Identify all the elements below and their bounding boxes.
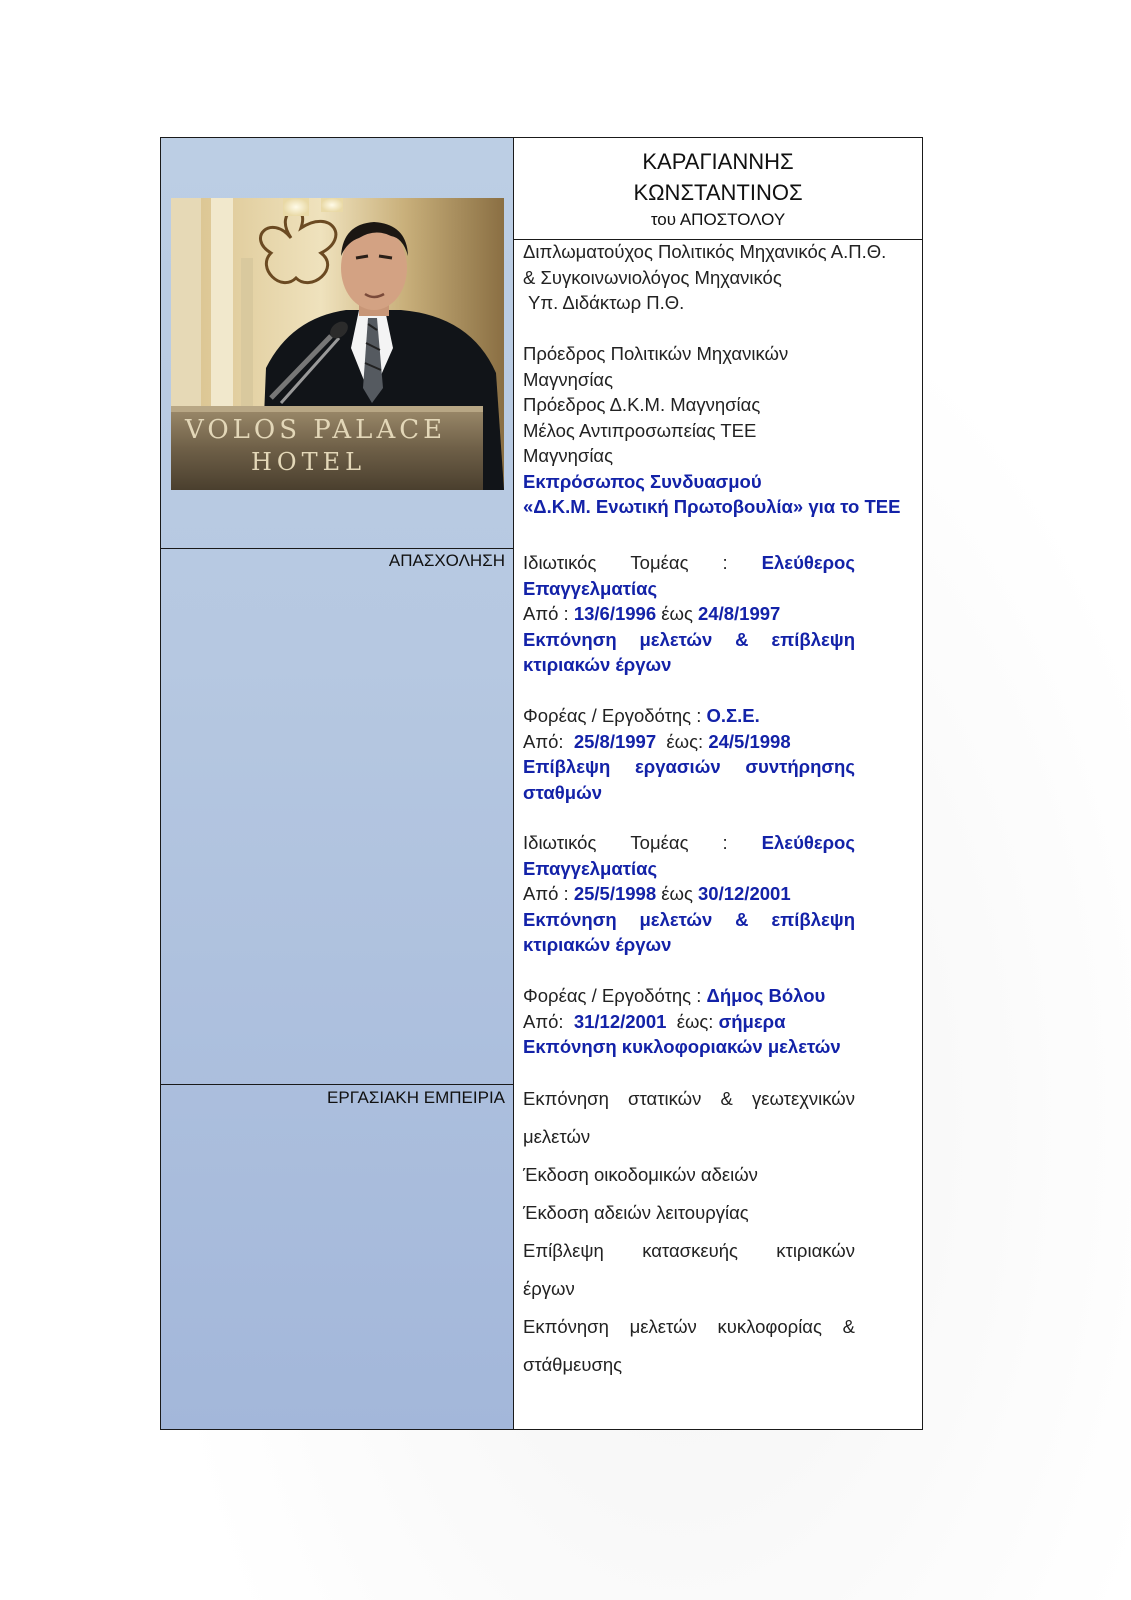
sector-colon: : [722, 552, 728, 573]
experience-label: ΕΡΓΑΣΙΑΚΗ ΕΜΠΕΙΡΙΑ [327, 1088, 505, 1107]
experience-item-cont: στάθμευσης [523, 1354, 623, 1375]
desc-word: Εκπόνηση [523, 908, 617, 930]
cv-table [160, 137, 923, 1430]
to-label: έως: [666, 730, 704, 752]
job3-period [523, 881, 791, 907]
job4-description: Εκπόνηση κυκλοφοριακών μελετών [523, 1036, 841, 1057]
job1-sector-value-cont: Επαγγελματίας [523, 577, 658, 599]
qualification-line-highlight: Εκπρόσωπος Συνδυασμού [523, 470, 762, 492]
item-word: Επίβλεψη [523, 1240, 604, 1261]
desc-word: Επίβλεψη [523, 756, 611, 777]
item-word: στατικών [628, 1088, 702, 1109]
sector-colon: : [722, 832, 728, 853]
job4-period [523, 1009, 785, 1035]
desc-word: εργασιών [635, 756, 721, 777]
from-label: Από : [523, 883, 569, 904]
item-word: & [842, 1316, 855, 1337]
portrait-image [171, 198, 504, 490]
sector-value: Ελεύθερος [761, 832, 855, 853]
experience-item: Έκδοση οικοδομικών αδειών [523, 1164, 758, 1185]
sector-word: Ιδιωτικός [523, 552, 597, 573]
job1-description [523, 627, 855, 653]
job2-employer [523, 703, 760, 729]
from-label: Από : [523, 603, 569, 624]
experience-item-cont: μελετών [523, 1126, 591, 1147]
qualification-line: & Συγκοινωνιολόγος Μηχανικός [523, 266, 782, 288]
desc-word: & [735, 908, 749, 930]
firstname: ΚΩΝΣΤΑΝΤΙΝΟΣ [633, 180, 803, 205]
cv-right-column [514, 138, 922, 1429]
qualification-line: Πρόεδρος Δ.Κ.Μ. Μαγνησίας [523, 394, 761, 415]
item-word: κατασκευής [642, 1240, 738, 1261]
desc-word: & [735, 628, 749, 650]
job2-description-cont: σταθμών [523, 781, 603, 803]
qualification-line: Μαγνησίας [523, 368, 614, 390]
from-label: Από: [523, 730, 564, 752]
fathers-name: του ΑΠΟΣΤΟΛΟΥ [650, 210, 786, 229]
from-label: Από: [523, 1010, 564, 1032]
to-date: σήμερα [718, 1010, 786, 1032]
desc-word: επίβλεψη [771, 628, 855, 650]
podium-sign-line2: HOTEL [251, 448, 367, 476]
to-date: 24/8/1997 [698, 603, 781, 624]
from-date: 25/5/1998 [573, 883, 657, 904]
sector-word: Ιδιωτικός [523, 832, 597, 853]
desc-word: μελετών [639, 628, 713, 650]
employment-label: ΑΠΑΣΧΟΛΗΣΗ [388, 551, 505, 570]
portrait-photo [171, 198, 504, 490]
experience-item: Έκδοση αδειών λειτουργίας [523, 1202, 749, 1223]
to-label: έως: [676, 1010, 714, 1032]
from-date: 31/12/2001 [573, 1010, 667, 1032]
qualification-line: Υπ. Διδάκτωρ Π.Θ. [528, 292, 685, 313]
experience-item [523, 1086, 855, 1112]
job2-description [523, 754, 855, 780]
qualification-line: Μέλος Αντιπροσωπείας ΤΕΕ [523, 419, 757, 441]
to-date: 30/12/2001 [698, 883, 791, 904]
employer-label: Φορέας / Εργοδότης : [523, 985, 702, 1006]
job4-employer [523, 983, 825, 1009]
job1-sector [523, 550, 855, 576]
sector-value: Ελεύθερος [761, 552, 855, 573]
to-label: έως [661, 603, 693, 624]
desc-word: Εκπόνηση [523, 628, 617, 650]
experience-item-cont: έργων [523, 1278, 575, 1299]
to-date: 24/5/1998 [708, 730, 791, 752]
to-label: έως [661, 883, 693, 904]
name-header [514, 138, 922, 239]
from-date: 25/8/1997 [573, 730, 657, 752]
employer-value: Ο.Σ.Ε. [706, 705, 760, 726]
job3-description [523, 907, 855, 933]
item-word: κυκλοφορίας [717, 1316, 822, 1337]
item-word: Εκπόνηση [523, 1316, 609, 1337]
item-word: κτιριακών [776, 1240, 855, 1261]
sector-word: Τομέας [630, 832, 689, 853]
job3-sector-value-cont: Επαγγελματίας [523, 857, 658, 879]
sector-word: Τομέας [630, 552, 689, 573]
qualification-line: Μαγνησίας [523, 445, 614, 466]
qualification-line-highlight: «Δ.Κ.Μ. Ενωτική Πρωτοβουλία» για το ΤΕΕ [523, 496, 901, 517]
desc-word: συντήρησης [745, 756, 855, 777]
employer-label: Φορέας / Εργοδότης : [523, 705, 702, 726]
job3-description-cont: κτιριακών έργων [523, 934, 672, 955]
item-word: Εκπόνηση [523, 1088, 609, 1109]
item-word: & [720, 1088, 733, 1109]
job1-description-cont: κτιριακών έργων [523, 654, 672, 675]
desc-word: μελετών [639, 908, 713, 930]
item-word: γεωτεχνικών [751, 1088, 855, 1109]
experience-item [523, 1238, 855, 1264]
qualification-line: Διπλωματούχος Πολιτικός Μηχανικός Α.Π.Θ. [523, 241, 887, 262]
podium-sign-line1: VOLOS PALACE [185, 415, 447, 445]
qualification-line: Πρόεδρος Πολιτικών Μηχανικών [523, 343, 789, 364]
employer-value: Δήμος Βόλου [706, 985, 826, 1006]
experience-item [523, 1314, 855, 1340]
job1-period [523, 601, 780, 627]
cv-left-column [161, 138, 514, 1429]
item-word: μελετών [629, 1316, 697, 1337]
desc-word: επίβλεψη [771, 908, 855, 930]
job2-period [523, 729, 791, 755]
from-date: 13/6/1996 [573, 603, 657, 624]
job3-sector [523, 830, 855, 856]
surname: ΚΑΡΑΓΙΑΝΝΗΣ [642, 149, 794, 174]
